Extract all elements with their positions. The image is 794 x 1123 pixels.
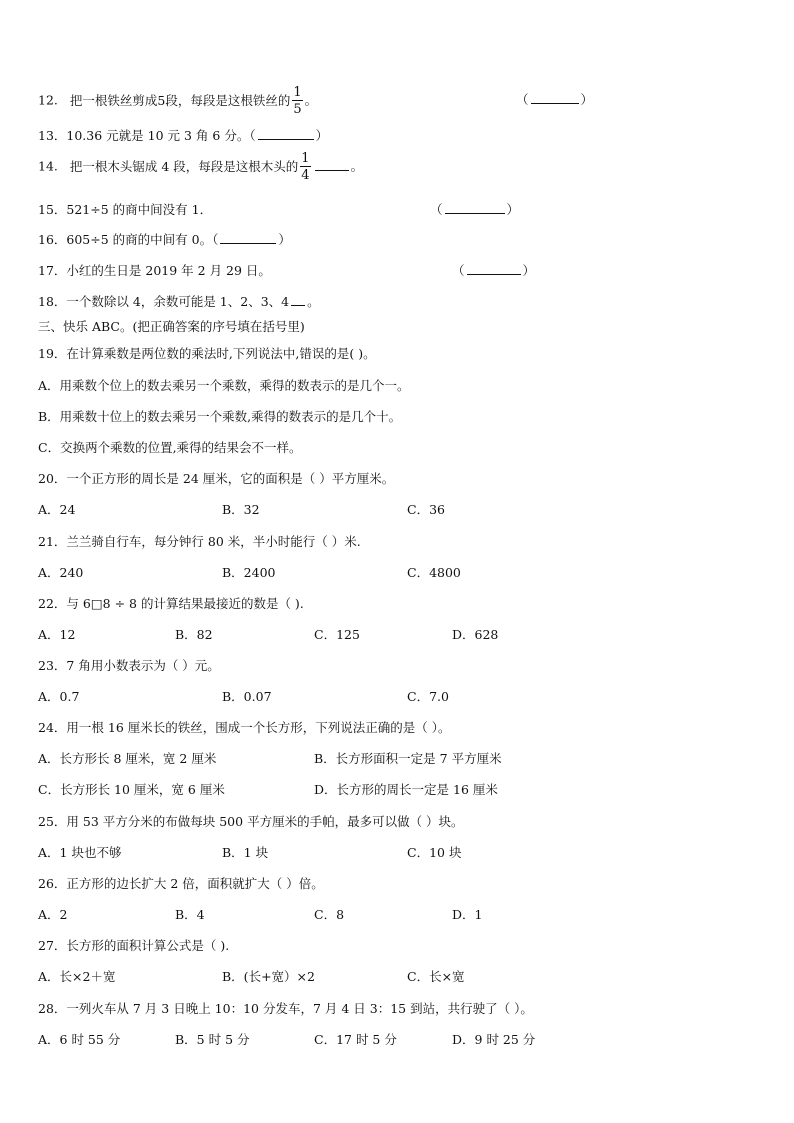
question-21: 21．兰兰骑自行车，每分钟行 80 米，半小时能行（ ）米. — [38, 534, 361, 549]
option-a[interactable]: A．长方形长 8 厘米，宽 2 厘米 — [38, 751, 217, 766]
option-a[interactable]: A．1 块也不够 — [38, 845, 122, 860]
option-c[interactable]: C．长×宽 — [407, 969, 465, 984]
question-15 — [38, 200, 212, 218]
question-end: 。 — [304, 92, 318, 108]
option-c[interactable]: C．17 时 5 分 — [314, 1032, 397, 1047]
question-25: 25．用 53 平方分米的布做每块 500 平方厘米的手帕，最多可以做（ ）块。 — [38, 814, 464, 829]
option-d[interactable]: D．9 时 25 分 — [452, 1032, 536, 1047]
option-c[interactable]: C．长方形长 10 厘米，宽 6 厘米 — [38, 782, 225, 797]
option-b[interactable]: B．4 — [175, 907, 205, 922]
question-17 — [38, 261, 271, 279]
option-b[interactable]: B．82 — [175, 627, 213, 642]
option-c[interactable]: C．36 — [407, 502, 445, 517]
option-b[interactable]: B．5 时 5 分 — [175, 1032, 250, 1047]
question-text: 13．10.36 元就是 10 元 3 角 6 分。（ — [38, 128, 256, 143]
question-number: 12. — [38, 92, 58, 108]
option-c[interactable]: C．8 — [314, 907, 345, 922]
option-a[interactable]: A．24 — [38, 502, 76, 517]
question-27: 27．长方形的面积计算公式是（ ). — [38, 938, 230, 953]
fraction-one-quarter: $\frac{1}{4}$ — [301, 151, 310, 183]
option-d[interactable]: D．1 — [452, 907, 483, 922]
option-c[interactable]: C．4800 — [407, 565, 461, 580]
question-16: 16．605÷5 的商的中间有 0。（ ） — [38, 232, 291, 247]
question-text: 把一根铁丝剪成5段，每段是这根铁丝的 — [69, 92, 291, 108]
option-a[interactable]: A．240 — [38, 565, 84, 580]
option-b[interactable]: B．2400 — [222, 565, 276, 580]
answer-blank[interactable] — [258, 129, 314, 140]
question-text: 把一根木头锯成 4 段，每段是这根木头的 — [69, 158, 299, 174]
answer-blank[interactable] — [291, 295, 305, 306]
question-14: 14. 把一根木头锯成 4 段，每段是这根木头的 $\frac{1}{4}$ 。 — [38, 151, 364, 183]
option-a[interactable]: A．12 — [38, 627, 76, 642]
question-28: 28．一列火车从 7 月 3 日晚上 10：10 分发车，7 月 4 日 3：15 到站，共行驶了（ ）。 — [38, 1001, 533, 1016]
answer-blank[interactable] — [315, 160, 349, 171]
option-b[interactable]: B．(长+宽）×2 — [222, 969, 315, 984]
question-20: 20．一个正方形的周长是 24 厘米，它的面积是（ ）平方厘米。 — [38, 471, 395, 486]
fraction-one-fifth: $\frac{1}{5}$ — [293, 85, 302, 117]
option-b[interactable]: B．1 块 — [222, 845, 269, 860]
answer-paren-12[interactable]: （ ） — [516, 92, 594, 107]
question-text: 16．605÷5 的商的中间有 0。（ — [38, 232, 219, 247]
option-a[interactable]: A．0.7 — [38, 689, 80, 704]
question-text: 17．小红的生日是 2019 年 2 月 29 日。 — [38, 263, 271, 278]
option-c[interactable]: C．交换两个乘数的位置,乘得的结果会不一样。 — [38, 440, 302, 455]
section-heading: 三、快乐 ABC。(把正确答案的序号填在括号里) — [38, 319, 305, 334]
question-22: 22．与 6□8 ÷ 8 的计算结果最接近的数是（ ). — [38, 596, 304, 611]
option-b[interactable]: B．32 — [222, 502, 260, 517]
option-a[interactable]: A．6 时 55 分 — [38, 1032, 121, 1047]
question-13: 13．10.36 元就是 10 元 3 角 6 分。（ ） — [38, 128, 329, 143]
answer-paren-17[interactable]: （ ） — [452, 263, 536, 278]
option-a[interactable]: A．长×2＋宽 — [38, 969, 116, 984]
option-d[interactable]: D．长方形的周长一定是 16 厘米 — [314, 782, 498, 797]
option-a[interactable]: A．用乘数个位上的数去乘另一个乘数，乘得的数表示的是几个一。 — [38, 378, 410, 393]
question-number: 14. — [38, 158, 58, 174]
option-b[interactable]: B．用乘数十位上的数去乘另一个乘数,乘得的数表示的是几个十。 — [38, 409, 402, 424]
question-18: 18．一个数除以 4，余数可能是 1、2、3、4 。 — [38, 294, 320, 309]
question-19: 19．在计算乘数是两位数的乘法时,下列说法中,错误的是( )。 — [38, 346, 376, 361]
option-a[interactable]: A．2 — [38, 907, 68, 922]
question-26: 26．正方形的边长扩大 2 倍，面积就扩大（ ）倍。 — [38, 876, 324, 891]
option-c[interactable]: C．10 块 — [407, 845, 462, 860]
option-b[interactable]: B．0.07 — [222, 689, 272, 704]
answer-paren-15[interactable]: （ ） — [430, 202, 520, 217]
option-c[interactable]: C．7.0 — [407, 689, 449, 704]
question-23: 23．7 角用小数表示为（ ）元。 — [38, 658, 220, 673]
answer-blank[interactable] — [220, 233, 276, 244]
question-24: 24．用一根 16 厘米长的铁丝，围成一个长方形，下列说法正确的是（ ）。 — [38, 720, 451, 735]
option-c[interactable]: C．125 — [314, 627, 360, 642]
option-d[interactable]: D．628 — [452, 627, 499, 642]
question-text: 18．一个数除以 4，余数可能是 1、2、3、4 — [38, 294, 290, 309]
option-b[interactable]: B．长方形面积一定是 7 平方厘米 — [314, 751, 502, 766]
question-text: 15．521÷5 的商中间没有 1． — [38, 202, 213, 217]
question-12 — [38, 86, 317, 116]
